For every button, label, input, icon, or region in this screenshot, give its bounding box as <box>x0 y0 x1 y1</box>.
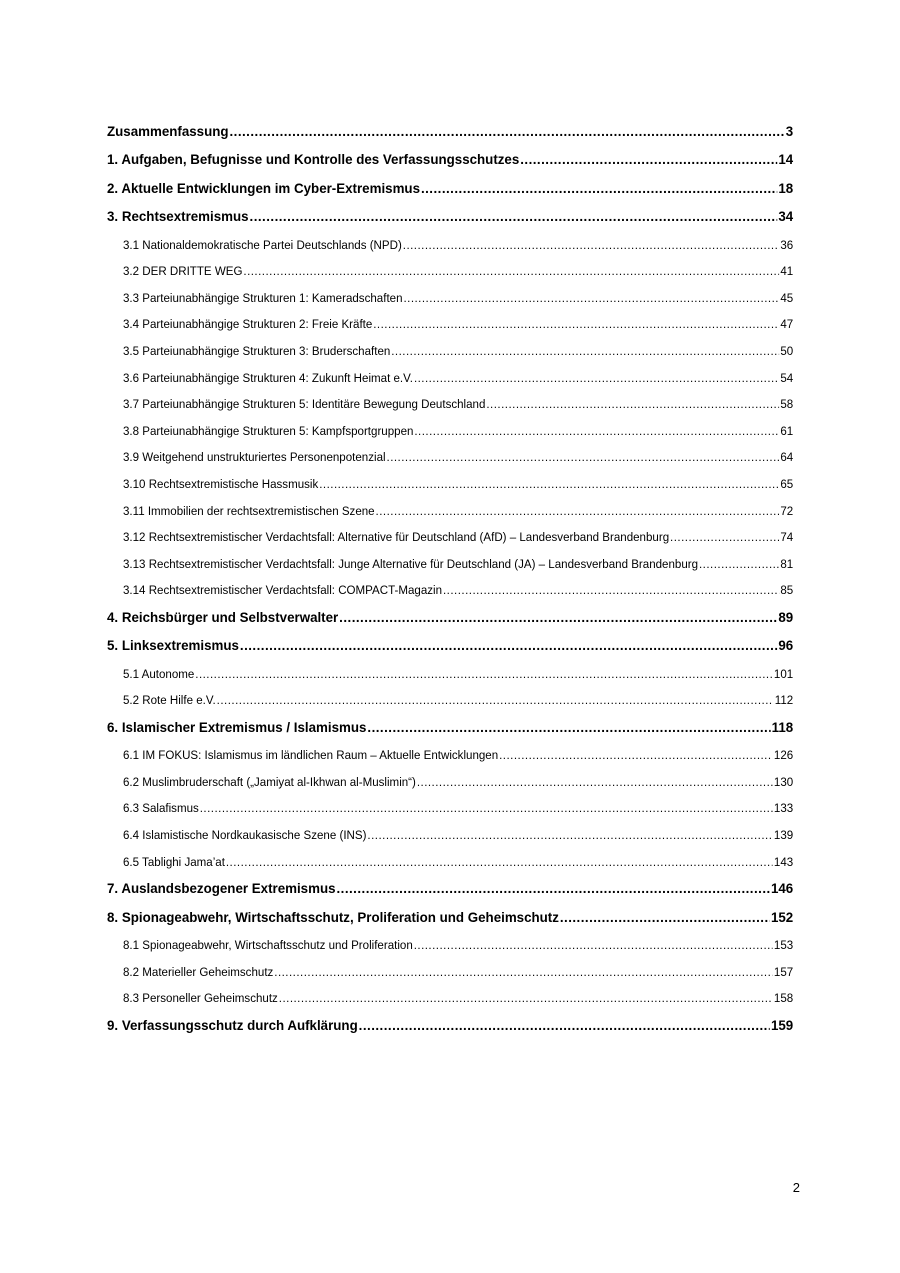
toc-chapter-link[interactable] <box>107 910 793 938</box>
toc-dot-leader <box>359 1018 770 1034</box>
toc-dot-leader <box>520 152 777 168</box>
toc-entry-page: 18 <box>778 180 794 197</box>
toc-entry-title: Zusammenfassung <box>107 124 229 140</box>
toc-entry-title: 3.10 Rechtsextremistische Hassmusik <box>122 476 319 491</box>
toc-dot-leader <box>319 477 779 491</box>
toc-section-link[interactable] <box>107 344 793 371</box>
toc-entry-title: 3.9 Weitgehend unstrukturiertes Personenpotenzial <box>122 450 386 465</box>
toc-chapter-link[interactable] <box>107 1018 793 1046</box>
toc-entry-page: 159 <box>770 1017 794 1034</box>
toc-entry-title: 3.1 Nationaldemokratische Partei Deutschlands (NPD) <box>122 237 402 252</box>
toc-dot-leader <box>226 855 773 869</box>
toc-dot-leader <box>699 557 779 571</box>
toc-dot-leader <box>229 124 784 140</box>
toc-entry-page: 34 <box>778 209 794 226</box>
toc-entry-page: 81 <box>780 556 794 571</box>
toc-dot-leader <box>274 965 773 979</box>
toc-dot-leader <box>421 181 777 197</box>
toc-section-link[interactable] <box>107 583 793 610</box>
toc-entry-page: 89 <box>778 609 794 626</box>
toc-dot-leader <box>387 450 780 464</box>
toc-entry-title: 6.3 Salafismus <box>122 801 199 816</box>
toc-entry-page: 64 <box>780 450 794 465</box>
toc-section-link[interactable] <box>107 775 793 802</box>
toc-entry-page: 130 <box>773 774 794 789</box>
toc-entry-title: 6.4 Islamistische Nordkaukasische Szene (INS) <box>122 828 367 843</box>
table-of-contents <box>107 124 793 1046</box>
toc-entry-page: 61 <box>780 423 794 438</box>
toc-dot-leader <box>250 209 778 225</box>
toc-entry-title: 8. Spionageabwehr, Wirtschaftsschutz, Proliferation und Geheimschutz <box>107 909 559 926</box>
toc-chapter-link[interactable] <box>107 124 793 152</box>
toc-entry-page: 58 <box>780 397 794 412</box>
toc-entry-title: 6.5 Tablighi Jama’at <box>122 854 225 869</box>
toc-dot-leader <box>336 881 770 897</box>
toc-entry-page: 126 <box>773 748 794 763</box>
toc-entry-title: 6. Islamischer Extremismus / Islamismus <box>107 719 367 736</box>
toc-dot-leader <box>499 748 773 762</box>
toc-section-link[interactable] <box>107 991 793 1018</box>
toc-entry-page: 14 <box>778 152 794 169</box>
toc-section-link[interactable] <box>107 504 793 531</box>
toc-dot-leader <box>486 397 779 411</box>
toc-entry-page: 112 <box>774 693 794 708</box>
toc-dot-leader <box>217 693 774 707</box>
toc-entry-title: 3.7 Parteiunabhängige Strukturen 5: Identitäre Bewegung Deutschland <box>122 397 486 412</box>
toc-entry-page: 118 <box>771 719 794 736</box>
toc-entry-title: 3.8 Parteiunabhängige Strukturen 5: Kampfsportgruppen <box>122 423 414 438</box>
toc-section-link[interactable] <box>107 828 793 855</box>
toc-entry-title: 8.3 Personeller Geheimschutz <box>122 991 278 1006</box>
toc-entry-title: 3.2 DER DRITTE WEG <box>122 264 243 279</box>
toc-entry-title: 3.6 Parteiunabhängige Strukturen 4: Zukunft Heimat e.V. <box>122 370 413 385</box>
toc-section-link[interactable] <box>107 557 793 584</box>
toc-entry-title: 3.11 Immobilien der rechtsextremistischen Szene <box>122 503 375 518</box>
toc-entry-page: 41 <box>780 264 794 279</box>
toc-entry-page: 157 <box>773 964 794 979</box>
toc-chapter-link[interactable] <box>107 181 793 209</box>
toc-entry-title: 3.13 Rechtsextremistischer Verdachtsfall: Junge Alternative für Deutschland (JA) – Landesverband Brandenburg <box>122 556 699 571</box>
toc-entry-title: 1. Aufgaben, Befugnisse und Kontrolle des Verfassungsschutzes <box>107 152 520 169</box>
toc-dot-leader <box>200 801 773 815</box>
toc-entry-page: 96 <box>778 638 794 655</box>
toc-entry-page: 74 <box>780 530 794 545</box>
toc-dot-leader <box>391 344 779 358</box>
toc-entry-title: 3.3 Parteiunabhängige Strukturen 1: Kameradschaften <box>122 290 403 305</box>
toc-dot-leader <box>373 317 779 331</box>
toc-entry-title: 6.1 IM FOKUS: Islamismus im ländlichen Raum – Aktuelle Entwicklungen <box>122 748 499 763</box>
toc-dot-leader <box>279 991 773 1005</box>
toc-entry-title: 3.12 Rechtsextremistischer Verdachtsfall: Alternative für Deutschland (AfD) – Landesverband Brandenburg <box>122 530 670 545</box>
toc-entry-page: 133 <box>773 801 794 816</box>
toc-entry-page: 47 <box>780 317 794 332</box>
toc-section-link[interactable] <box>107 238 793 265</box>
toc-dot-leader <box>417 775 773 789</box>
toc-entry-page: 143 <box>773 854 794 869</box>
toc-entry-title: 3.4 Parteiunabhängige Strukturen 2: Freie Kräfte <box>122 317 373 332</box>
page-number: 2 <box>792 1180 800 1195</box>
toc-chapter-link[interactable] <box>107 720 793 748</box>
toc-dot-leader <box>414 371 779 385</box>
toc-dot-leader <box>560 910 770 926</box>
toc-section-link[interactable] <box>107 317 793 344</box>
toc-entry-page: 139 <box>773 828 794 843</box>
toc-chapter-link[interactable] <box>107 209 793 237</box>
toc-entry-page: 54 <box>780 370 794 385</box>
toc-section-link[interactable] <box>107 424 793 451</box>
toc-chapter-link[interactable] <box>107 152 793 180</box>
toc-entry-page: 146 <box>770 881 794 898</box>
toc-entry-title: 2. Aktuelle Entwicklungen im Cyber-Extremismus <box>107 180 421 197</box>
toc-entry-page: 158 <box>773 991 794 1006</box>
toc-entry-title: 4. Reichsbürger und Selbstverwalter <box>107 609 339 626</box>
toc-dot-leader <box>240 638 778 654</box>
toc-section-link[interactable] <box>107 530 793 557</box>
toc-entry-page: 85 <box>780 583 794 598</box>
toc-dot-leader <box>339 610 777 626</box>
toc-entry-page: 153 <box>773 937 794 952</box>
toc-entry-title: 6.2 Muslimbruderschaft („Jamiyat al-Ikhwan al-Muslimin“) <box>122 774 416 789</box>
toc-entry-title: 3. Rechtsextremismus <box>107 209 249 226</box>
toc-section-link[interactable] <box>107 748 793 775</box>
toc-dot-leader <box>443 583 779 597</box>
toc-entry-page: 152 <box>770 909 794 926</box>
toc-dot-leader <box>376 504 780 518</box>
toc-entry-title: 5. Linksextremismus <box>107 638 239 655</box>
toc-dot-leader <box>670 530 779 544</box>
toc-section-link[interactable] <box>107 371 793 398</box>
toc-entry-title: 5.1 Autonome <box>122 666 195 681</box>
toc-entry-page: 50 <box>780 343 794 358</box>
toc-dot-leader <box>195 667 773 681</box>
toc-section-link[interactable] <box>107 965 793 992</box>
toc-entry-title: 9. Verfassungsschutz durch Aufklärung <box>107 1017 358 1034</box>
toc-dot-leader <box>243 264 779 278</box>
toc-entry-title: 3.14 Rechtsextremistischer Verdachtsfall: COMPACT-Magazin <box>122 583 443 598</box>
toc-section-link[interactable] <box>107 667 793 694</box>
toc-entry-page: 3 <box>785 124 794 140</box>
toc-entry-page: 65 <box>780 476 794 491</box>
toc-section-link[interactable] <box>107 693 793 720</box>
toc-entry-page: 101 <box>773 666 794 681</box>
toc-section-link[interactable] <box>107 938 793 965</box>
toc-section-link[interactable] <box>107 291 793 318</box>
toc-dot-leader <box>414 938 773 952</box>
toc-chapter-link[interactable] <box>107 881 793 909</box>
toc-entry-title: 3.5 Parteiunabhängige Strukturen 3: Bruderschaften <box>122 343 391 358</box>
toc-entry-title: 7. Auslandsbezogener Extremismus <box>107 881 336 898</box>
toc-entry-title: 8.1 Spionageabwehr, Wirtschaftsschutz und Proliferation <box>122 937 413 952</box>
toc-entry-page: 72 <box>780 503 794 518</box>
toc-section-link[interactable] <box>107 264 793 291</box>
toc-entry-page: 45 <box>780 290 794 305</box>
toc-chapter-link[interactable] <box>107 638 793 666</box>
toc-dot-leader <box>403 238 780 252</box>
toc-dot-leader <box>367 720 770 736</box>
toc-section-link[interactable] <box>107 477 793 504</box>
toc-entry-title: 5.2 Rote Hilfe e.V. <box>122 693 216 708</box>
toc-section-link[interactable] <box>107 855 793 882</box>
toc-section-link[interactable] <box>107 450 793 477</box>
toc-chapter-link[interactable] <box>107 610 793 638</box>
toc-dot-leader <box>414 424 779 438</box>
toc-section-link[interactable] <box>107 397 793 424</box>
toc-section-link[interactable] <box>107 801 793 828</box>
toc-dot-leader <box>403 291 779 305</box>
toc-entry-title: 8.2 Materieller Geheimschutz <box>122 964 274 979</box>
toc-dot-leader <box>367 828 773 842</box>
toc-entry-page: 36 <box>780 237 794 252</box>
